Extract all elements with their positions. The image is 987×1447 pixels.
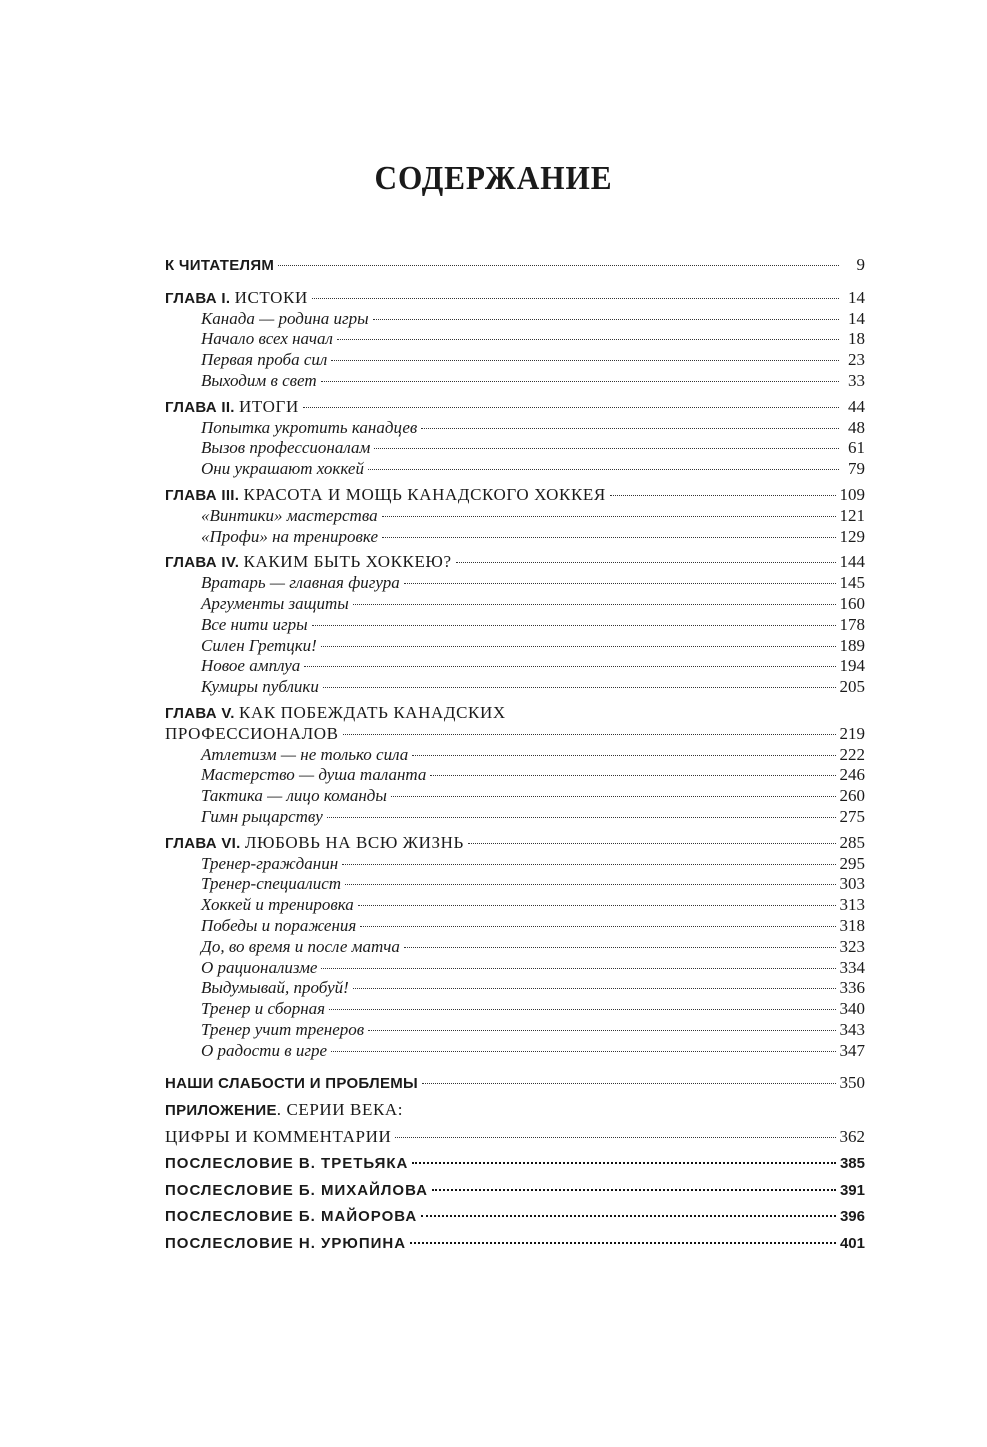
toc-entry-page: 336 bbox=[839, 978, 865, 998]
toc-subentry[interactable] bbox=[165, 874, 865, 895]
toc-entry-label: Тактика — лицо команды bbox=[201, 786, 387, 806]
leader-dots bbox=[360, 926, 835, 927]
toc-subentry[interactable] bbox=[165, 459, 865, 480]
toc-subentry[interactable] bbox=[165, 527, 865, 548]
toc-subentry[interactable] bbox=[165, 573, 865, 594]
toc-entry-label: Выдумывай, пробуй! bbox=[201, 978, 349, 998]
toc-entry-page: 391 bbox=[839, 1181, 865, 1199]
toc-entry-page: 205 bbox=[839, 677, 865, 697]
toc-subentry[interactable] bbox=[165, 371, 865, 392]
leader-dots bbox=[412, 755, 835, 756]
appendix-title: . СЕРИИ ВЕКА: bbox=[276, 1100, 404, 1120]
toc-entry-page: 145 bbox=[839, 573, 865, 593]
toc-entry-page: 18 bbox=[848, 329, 865, 349]
toc-entry-appendix[interactable] bbox=[165, 1100, 865, 1121]
toc-entry-label: Новое амплуа bbox=[201, 656, 301, 676]
toc-entry-label: ПОСЛЕСЛОВИЕ Б. МАЙОРОВА bbox=[165, 1208, 418, 1226]
toc-entry-weaknesses[interactable] bbox=[165, 1073, 865, 1094]
toc-entry-page: 9 bbox=[856, 255, 865, 274]
table-of-contents bbox=[165, 255, 865, 1255]
toc-entry-page: 219 bbox=[839, 723, 865, 743]
toc-entry-label: Тренер и сборная bbox=[201, 999, 326, 1019]
leader-dots bbox=[373, 319, 839, 320]
leader-dots bbox=[432, 1189, 836, 1191]
chapter-number: ГЛАВА II. bbox=[165, 398, 235, 416]
toc-entry-label: ПОСЛЕСЛОВИЕ Б. МИХАЙЛОВА bbox=[165, 1181, 428, 1199]
toc-entry-page: 194 bbox=[839, 656, 865, 676]
toc-entry-label: К ЧИТАТЕЛЯМ bbox=[165, 257, 275, 274]
leader-dots bbox=[303, 407, 839, 408]
toc-entry-page: 61 bbox=[848, 438, 865, 458]
leader-dots bbox=[421, 1215, 836, 1217]
toc-entry-page: 334 bbox=[839, 957, 865, 977]
toc-subentry[interactable] bbox=[165, 937, 865, 958]
leader-dots bbox=[404, 947, 836, 948]
leader-dots bbox=[353, 604, 836, 605]
toc-chapter-3[interactable] bbox=[165, 485, 865, 506]
chapter-title-continued: ПРОФЕССИОНАЛОВ bbox=[165, 723, 339, 743]
toc-chapter-1[interactable] bbox=[165, 288, 865, 309]
toc-entry-page: 285 bbox=[839, 832, 865, 852]
toc-subentry[interactable] bbox=[165, 438, 865, 459]
leader-dots bbox=[304, 666, 835, 667]
toc-entry-label: Победы и поражения bbox=[201, 915, 357, 935]
toc-entry-label: «Профи» на тренировке bbox=[201, 526, 378, 546]
toc-entry-page: 385 bbox=[839, 1154, 865, 1172]
leader-dots bbox=[468, 843, 836, 844]
toc-entry-label: ПОСЛЕСЛОВИЕ Н. УРЮПИНА bbox=[165, 1235, 407, 1253]
toc-entry-label: Они украшают хоккей bbox=[201, 459, 364, 479]
toc-entry-label: Вызов профессионалам bbox=[201, 438, 371, 458]
toc-entry-page: 23 bbox=[848, 350, 865, 370]
toc-entry-page: 350 bbox=[839, 1073, 865, 1093]
toc-entry-label: Канада — родина игры bbox=[201, 308, 369, 328]
leader-dots bbox=[321, 381, 839, 382]
chapter-title: КАКИМ БЫТЬ ХОККЕЮ? bbox=[243, 552, 452, 572]
appendix-title-continued: ЦИФРЫ И КОММЕНТАРИИ bbox=[165, 1127, 392, 1147]
toc-subentry[interactable] bbox=[165, 656, 865, 677]
toc-entry-afterword[interactable] bbox=[165, 1207, 865, 1228]
leader-dots bbox=[353, 988, 836, 989]
toc-entry-afterword[interactable] bbox=[165, 1234, 865, 1255]
toc-entry-label: Аргументы защиты bbox=[201, 593, 349, 613]
toc-chapter-6[interactable] bbox=[165, 833, 865, 854]
toc-entry-appendix-continued[interactable] bbox=[165, 1127, 865, 1148]
toc-entry-page: 44 bbox=[848, 396, 865, 416]
chapter-title: ЛЮБОВЬ НА ВСЮ ЖИЗНЬ bbox=[244, 832, 464, 852]
toc-subentry[interactable] bbox=[165, 418, 865, 439]
leader-dots bbox=[323, 687, 836, 688]
toc-entry-page: 340 bbox=[839, 999, 865, 1019]
chapter-title: ИТОГИ bbox=[239, 396, 299, 416]
leader-dots bbox=[312, 298, 839, 299]
toc-entry-page: 260 bbox=[839, 786, 865, 806]
leader-dots bbox=[321, 646, 836, 647]
toc-subentry[interactable] bbox=[165, 807, 865, 828]
toc-entry-label: Мастерство — душа таланта bbox=[201, 765, 427, 785]
chapter-number: ГЛАВА V. bbox=[165, 704, 235, 722]
toc-entry-page: 323 bbox=[839, 936, 865, 956]
toc-entry-label: Хоккей и тренировка bbox=[201, 895, 354, 915]
leader-dots bbox=[331, 1051, 835, 1052]
leader-dots bbox=[422, 1083, 835, 1084]
toc-entry-page: 396 bbox=[839, 1208, 865, 1226]
leader-dots bbox=[342, 864, 835, 865]
leader-dots bbox=[410, 1242, 836, 1244]
toc-subentry[interactable] bbox=[165, 745, 865, 766]
chapter-number: ГЛАВА I. bbox=[165, 289, 231, 307]
toc-entry-label: Тренер учит тренеров bbox=[201, 1019, 365, 1039]
toc-subentry[interactable] bbox=[165, 895, 865, 916]
toc-entry-label: Гимн рыцарству bbox=[201, 806, 323, 826]
leader-dots bbox=[321, 968, 835, 969]
toc-entry-label: НАШИ СЛАБОСТИ И ПРОБЛЕМЫ bbox=[165, 1075, 419, 1093]
toc-entry-label: До, во время и после матча bbox=[201, 936, 400, 956]
toc-entry-label: Все нити игры bbox=[201, 614, 308, 634]
toc-entry-label: Кумиры публики bbox=[201, 677, 319, 697]
chapter-title: ИСТОКИ bbox=[234, 287, 308, 307]
toc-subentry[interactable] bbox=[165, 999, 865, 1020]
toc-entry-page: 222 bbox=[839, 744, 865, 764]
toc-subentry[interactable] bbox=[165, 978, 865, 999]
toc-subentry[interactable] bbox=[165, 594, 865, 615]
toc-subentry[interactable] bbox=[165, 309, 865, 330]
leader-dots bbox=[327, 817, 836, 818]
leader-dots bbox=[610, 495, 836, 496]
toc-entry-page: 79 bbox=[848, 459, 865, 479]
toc-entry-page: 343 bbox=[839, 1019, 865, 1039]
leader-dots bbox=[430, 775, 835, 776]
toc-entry-label: ПОСЛЕСЛОВИЕ В. ТРЕТЬЯКА bbox=[165, 1154, 409, 1172]
leader-dots bbox=[374, 448, 839, 449]
leader-dots bbox=[404, 583, 836, 584]
toc-entry-page: 303 bbox=[839, 874, 865, 894]
toc-entry-page: 109 bbox=[839, 484, 865, 504]
leader-dots bbox=[395, 1137, 835, 1138]
leader-dots bbox=[421, 428, 839, 429]
leader-dots bbox=[345, 884, 835, 885]
toc-subentry[interactable] bbox=[165, 786, 865, 807]
leader-dots bbox=[368, 1030, 835, 1031]
toc-entry-page: 362 bbox=[839, 1127, 865, 1147]
toc-entry-reader[interactable] bbox=[165, 255, 865, 276]
toc-subentry[interactable] bbox=[165, 615, 865, 636]
toc-entry-page: 318 bbox=[839, 915, 865, 935]
toc-subentry[interactable] bbox=[165, 677, 865, 698]
chapter-number: ГЛАВА IV. bbox=[165, 554, 240, 572]
toc-entry-label: Силен Гретцки! bbox=[201, 635, 317, 655]
toc-entry-label: Выходим в свет bbox=[201, 370, 317, 390]
toc-chapter-4[interactable] bbox=[165, 552, 865, 573]
toc-entry-label: Атлетизм — не только сила bbox=[201, 744, 409, 764]
toc-subentry[interactable] bbox=[165, 1020, 865, 1041]
toc-entry-label: «Винтики» мастерства bbox=[201, 505, 378, 525]
toc-chapter-5[interactable] bbox=[165, 703, 865, 724]
toc-entry-label: Вратарь — главная фигура bbox=[201, 573, 400, 593]
toc-subentry[interactable] bbox=[165, 958, 865, 979]
toc-entry-page: 121 bbox=[839, 505, 865, 525]
leader-dots bbox=[329, 1009, 835, 1010]
toc-entry-page: 347 bbox=[839, 1040, 865, 1060]
toc-entry-label: Попытка укротить канадцев bbox=[201, 417, 418, 437]
toc-entry-page: 129 bbox=[839, 526, 865, 546]
toc-entry-page: 246 bbox=[839, 765, 865, 785]
toc-chapter-2[interactable] bbox=[165, 397, 865, 418]
appendix-label: ПРИЛОЖЕНИЕ bbox=[165, 1102, 277, 1120]
toc-entry-page: 160 bbox=[839, 593, 865, 613]
toc-entry-label: Тренер-гражданин bbox=[201, 853, 339, 873]
toc-entry-page: 14 bbox=[848, 287, 865, 307]
toc-entry-page: 401 bbox=[839, 1235, 865, 1253]
leader-dots bbox=[331, 360, 839, 361]
toc-entry-label: Начало всех начал bbox=[201, 329, 333, 349]
toc-entry-label: Тренер-специалист bbox=[201, 874, 342, 894]
toc-entry-page: 295 bbox=[839, 853, 865, 873]
toc-entry-page: 313 bbox=[839, 895, 865, 915]
toc-entry-page: 189 bbox=[839, 635, 865, 655]
toc-subentry[interactable] bbox=[165, 329, 865, 350]
page-title: СОДЕРЖАНИЕ bbox=[374, 160, 613, 197]
chapter-number: ГЛАВА III. bbox=[165, 486, 240, 504]
chapter-number: ГЛАВА VI. bbox=[165, 834, 241, 852]
toc-subentry[interactable] bbox=[165, 916, 865, 937]
toc-subentry[interactable] bbox=[165, 350, 865, 371]
leader-dots bbox=[382, 537, 836, 538]
toc-subentry[interactable] bbox=[165, 506, 865, 527]
leader-dots bbox=[456, 562, 836, 563]
leader-dots bbox=[382, 516, 836, 517]
toc-entry-page: 144 bbox=[839, 552, 865, 572]
leader-dots bbox=[391, 796, 836, 797]
toc-entry-page: 178 bbox=[839, 614, 865, 634]
toc-entry-page: 48 bbox=[848, 417, 865, 437]
toc-chapter-5-continued[interactable] bbox=[165, 724, 865, 745]
toc-entry-page: 14 bbox=[848, 308, 865, 328]
toc-entry-label: О радости в игре bbox=[201, 1040, 328, 1060]
toc-entry-afterword[interactable] bbox=[165, 1181, 865, 1202]
leader-dots bbox=[337, 339, 839, 340]
toc-entry-page: 33 bbox=[848, 370, 865, 390]
leader-dots bbox=[358, 905, 836, 906]
leader-dots bbox=[278, 265, 839, 266]
chapter-title: КРАСОТА И МОЩЬ КАНАДСКОГО ХОККЕЯ bbox=[243, 484, 606, 504]
toc-entry-label: О рационализме bbox=[201, 957, 318, 977]
toc-subentry[interactable] bbox=[165, 854, 865, 875]
toc-subentry[interactable] bbox=[165, 765, 865, 786]
leader-dots bbox=[368, 469, 839, 470]
toc-entry-afterword[interactable] bbox=[165, 1154, 865, 1175]
toc-entry-label: Первая проба сил bbox=[201, 350, 328, 370]
toc-subentry[interactable] bbox=[165, 636, 865, 657]
chapter-title: КАК ПОБЕЖДАТЬ КАНАДСКИХ bbox=[239, 702, 506, 722]
leader-dots bbox=[412, 1162, 836, 1164]
toc-subentry[interactable] bbox=[165, 1041, 865, 1062]
leader-dots bbox=[343, 734, 836, 735]
toc-entry-page: 275 bbox=[839, 806, 865, 826]
leader-dots bbox=[312, 625, 836, 626]
